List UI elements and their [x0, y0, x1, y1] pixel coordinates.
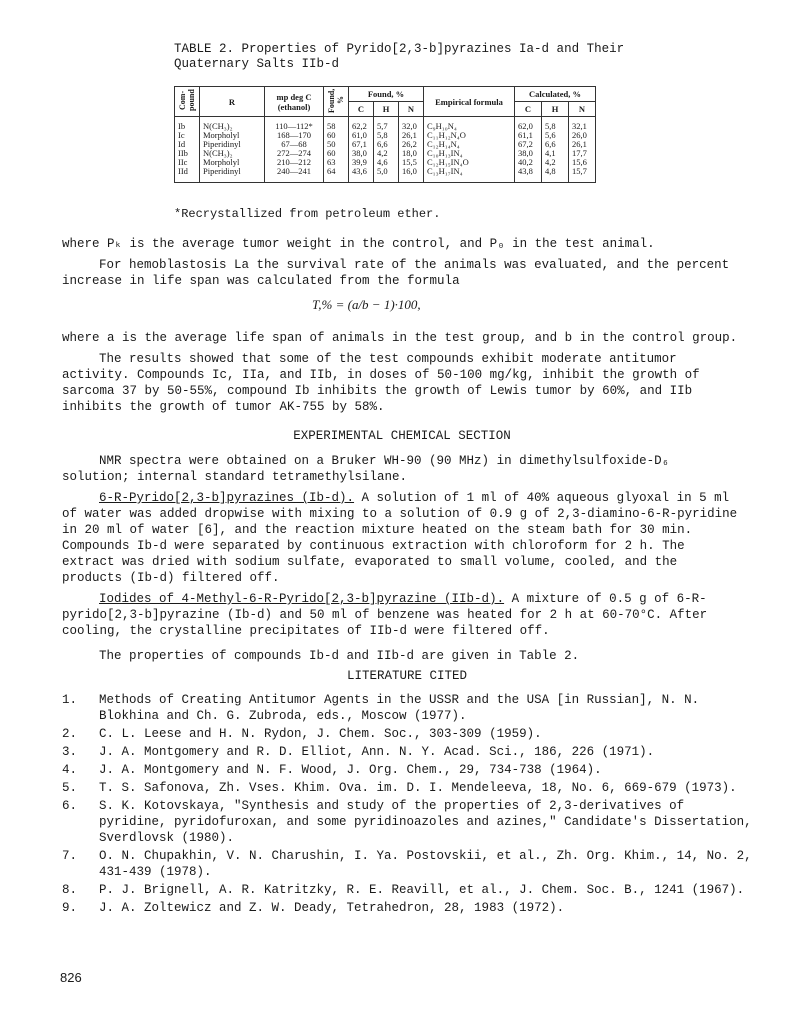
reference-text: T. S. Safonova, Zh. Vses. Khim. Ova. im. D. I. Mendeleeva, 18, No. 6, 669-679 (1973). [99, 781, 737, 795]
header-found: Found, % [349, 87, 424, 102]
paragraph-definitions: where a is the average life span of animals in the test group, and b in the control group. [62, 331, 738, 345]
heading-pyridopyrazines: 6-R-Pyrido[2,3-b]pyrazines (Ib-d). [99, 491, 355, 505]
column-calc-n: 32,1 26,0 26,1 17,7 15,6 15,7 [569, 117, 596, 183]
header-mp: mp deg C (ethanol) [265, 87, 324, 117]
reference-number: 5. [62, 781, 78, 795]
header-calculated: Calculated, % [515, 87, 596, 102]
section-title: EXPERIMENTAL CHEMICAL SECTION [293, 429, 511, 443]
header-yield: Found, % [324, 87, 349, 117]
header-compound: Com-pound [175, 87, 200, 117]
table-caption: TABLE 2. Properties of Pyrido[2,3-b]pyrazines Ia-d and Their Quaternary Salts IIb-d [174, 42, 625, 71]
reference-text: Methods of Creating Antitumor Agents in the USSR and the USA [in Russian], N. N. Blokhina and Ch. G. Zubroda, eds., Moscow (1977). [99, 693, 700, 723]
column-found-n: 32,0 26,1 26,2 18,0 15,5 16,0 [399, 117, 424, 183]
properties-table [174, 86, 596, 183]
reference-text: J. A. Montgomery and R. D. Elliot, Ann. N. Y. Acad. Sci., 186, 226 (1971). [99, 745, 655, 759]
literature-cited [62, 668, 752, 918]
reference-number: 6. [62, 799, 78, 813]
paragraph-table-reference: The properties of compounds Ib-d and IIb-d are given in Table 2. [99, 649, 580, 663]
synthesis-text: A solution of 1 ml of 40% aqueous glyoxal in 5 ml of water was added dropwise with mixing to a solution of 0.9 g of 2,3-diamino-6-R-pyridine in 20 ml of water [6], and the reaction mixture heated on the steam bath for 30 min. Compounds Ib-d were separated by continuous extraction with chloroform for 2 h. The extract was dried with sodium sulfate, evaporated to small volume, cooled, and the products (Ib-d) filtered off. [62, 491, 738, 585]
header-r: R [200, 87, 265, 117]
header-calc-h: H [542, 102, 569, 117]
header-found-h: H [374, 102, 399, 117]
body-text-main [62, 330, 742, 664]
column-formula: C₉H₁₀N₄ C₁₁H₁₂N₄O C₁₂H₁₄N₄ C₁₀H₁₃IN₄ C₁₂H₁₅IN₄O C₁₃H₁₇IN₄ [424, 117, 515, 183]
header-calc-c: C [515, 102, 542, 117]
reference-text: S. K. Kotovskaya, "Synthesis and study of the properties of 2,3-derivatives of pyridine, pyridofuroxan, and some pyridinoazoles and azines," Candidate's Dissertation, Sverdlovsk (1980). [99, 799, 752, 845]
reference-text: C. L. Leese and H. N. Rydon, J. Chem. Soc., 303-309 (1959). [99, 727, 542, 741]
reference-text: P. J. Brignell, A. R. Katritzky, R. E. Reavill, et al., J. Chem. Soc. B., 1241 (1967). [99, 883, 745, 897]
header-calc-n: N [569, 102, 596, 117]
column-calc-h: 5,8 5,6 6,6 4,1 4,2 4,8 [542, 117, 569, 183]
column-found-h: 5,7 5,8 6,6 4,2 4,6 5,0 [374, 117, 399, 183]
header-found-n: N [399, 102, 424, 117]
reference-list [62, 692, 752, 916]
column-found-c: 62,2 61,0 67,1 38,0 39,9 43,6 [349, 117, 374, 183]
reference-number: 8. [62, 883, 78, 897]
reference-item [62, 848, 752, 880]
table-footnote: *Recrystallized from petroleum ether. [174, 207, 441, 221]
reference-item [62, 692, 752, 724]
paragraph-synthesis [62, 490, 742, 586]
reference-number: 3. [62, 745, 78, 759]
paragraph-hemoblastosis: For hemoblastosis La the survival rate of the animals was evaluated, and the percent increase in life span was calculated from the formula [62, 258, 730, 288]
reference-item [62, 726, 752, 742]
heading-iodides: Iodides of 4-Methyl-6-R-Pyrido[2,3-b]pyrazine (IIb-d). [99, 592, 505, 606]
reference-text: J. A. Zoltewicz and Z. W. Deady, Tetrahedron, 28, 1983 (1972). [99, 901, 565, 915]
paragraph-results: The results showed that some of the test compounds exhibit moderate antitumor activity. Compounds Ic, IIa, and IIb, in doses of 50-100 mg/kg, inhibit the growth of sarcoma 37 by 50-55%, compound Ib inhibits the growth of Lewis tumor by 60%, and IIb inhibits the growth of tumor AK-755 by 58%. [62, 352, 700, 414]
body-text-top [62, 236, 742, 289]
column-calc-c: 62,0 61,1 67,2 38,0 40,2 43,8 [515, 117, 542, 183]
reference-number: 7. [62, 849, 78, 863]
page-number: 826 [60, 970, 82, 985]
reference-number: 9. [62, 901, 78, 915]
reference-number: 1. [62, 693, 78, 707]
reference-item [62, 798, 752, 846]
reference-text: O. N. Chupakhin, V. N. Charushin, I. Ya. Postovskii, et al., Zh. Org. Khim., 14, No. 2, 431-439 (1978). [99, 849, 752, 879]
header-found-c: C [349, 102, 374, 117]
formula: T,% = (a/b − 1)·100, [312, 297, 421, 312]
reference-number: 4. [62, 763, 78, 777]
reference-item [62, 762, 752, 778]
reference-item [62, 744, 752, 760]
reference-text: J. A. Montgomery and N. F. Wood, J. Org. Chem., 29, 734-738 (1964). [99, 763, 602, 777]
paragraph-iodides [62, 591, 742, 639]
header-formula: Empirical formula [424, 87, 515, 117]
literature-title: LITERATURE CITED [346, 669, 468, 683]
column-mp: 110—112* 168—170 67—68 272—274 210—212 240—241 [265, 117, 324, 183]
column-yield: 58 60 50 60 63 64 [324, 117, 349, 183]
table-body-row [175, 117, 596, 183]
column-compound: Ib Ic Id IIb IIc IId [175, 117, 200, 183]
reference-item [62, 780, 752, 796]
reference-item [62, 882, 752, 898]
paragraph-nmr: NMR spectra were obtained on a Bruker WH-90 (90 MHz) in dimethylsulfoxide-D₆ solution; internal standard tetramethylsilane. [62, 454, 670, 484]
paragraph-pk: where Pₖ is the average tumor weight in the control, and P₀ in the test animal. [62, 237, 655, 251]
reference-number: 2. [62, 727, 78, 741]
reference-item [62, 900, 752, 916]
column-r: N(CH₃)₂ Morpholyl Piperidinyl N(CH₃)₂ Morpholyl Piperidinyl [200, 117, 265, 183]
iodides-text: A mixture of 0.5 g of 6-R-pyrido[2,3-b]pyrazine (Ib-d) and 50 ml of benzene was heated for 2 h at 60-70°C. After cooling, the crystalline precipitates of IIb-d were filtered off. [62, 592, 708, 638]
